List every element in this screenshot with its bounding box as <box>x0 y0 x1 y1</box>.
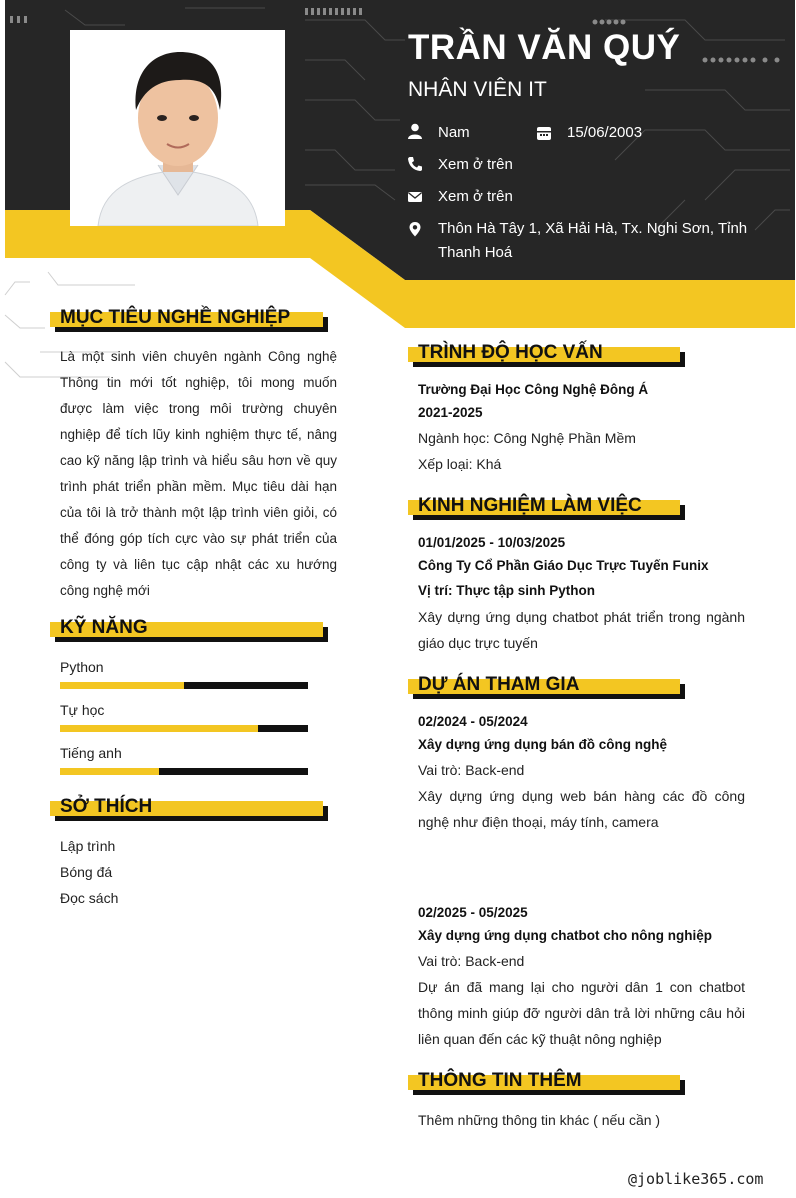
project-period: 02/2025 - 05/2025 <box>418 905 528 920</box>
additional-title: THÔNG TIN THÊM <box>418 1070 582 1091</box>
project-name: Xây dựng ứng dụng chatbot cho nông nghiệp <box>418 928 713 943</box>
project-role: Vai trò: Back-end <box>418 762 525 778</box>
hobby-item: Lập trình <box>60 838 116 854</box>
skill-level <box>60 725 258 732</box>
watermark: @joblike365.com <box>628 1170 764 1188</box>
gender-value: Nam <box>438 124 470 141</box>
education-period: 2021-2025 <box>418 405 483 420</box>
profile-photo <box>70 30 285 226</box>
skill-bar <box>60 725 308 732</box>
additional-text: Thêm những thông tin khác ( nếu cần ) <box>418 1112 661 1128</box>
skill-bar <box>60 768 308 775</box>
education-major: Ngành học: Công Nghệ Phần Mềm <box>418 430 636 446</box>
map-pin-icon <box>407 221 423 237</box>
experience-period: 01/01/2025 - 10/03/2025 <box>418 535 566 550</box>
skill-level <box>60 682 184 689</box>
project-description: Xây dựng ứng dụng web bán hàng các đồ công nghệ như điện thoại, máy tính, camera <box>418 788 745 830</box>
projects-title: DỰ ÁN THAM GIA <box>418 674 580 695</box>
skill-level <box>60 768 159 775</box>
experience-company: Công Ty Cổ Phần Giáo Dục Trực Tuyến Funix <box>418 558 709 573</box>
hobby-item: Bóng đá <box>60 864 113 880</box>
school-name: Trường Đại Học Công Nghệ Đông Á <box>418 382 649 397</box>
project-role: Vai trò: Back-end <box>418 953 525 969</box>
project-name: Xây dựng ứng dụng bán đồ công nghệ <box>418 737 668 752</box>
hobby-item: Đọc sách <box>60 890 119 906</box>
objective-title: MỤC TIÊU NGHỀ NGHIỆP <box>60 307 291 328</box>
phone-value: Xem ở trên <box>438 156 513 173</box>
education-grade: Xếp loại: Khá <box>418 456 502 472</box>
user-icon <box>407 123 423 139</box>
education-title: TRÌNH ĐỘ HỌC VẤN <box>418 342 603 363</box>
hobbies-title: SỞ THÍCH <box>60 796 153 817</box>
experience-title: KINH NGHIỆM LÀM VIỆC <box>418 495 642 516</box>
project-period: 02/2024 - 05/2024 <box>418 714 528 729</box>
address-value: Thôn Hà Tây 1, Xã Hải Hà, Tx. Nghi Sơn, Tỉnh Thanh Hoá <box>438 220 748 261</box>
skill-name: Tiếng anh <box>60 745 122 761</box>
skill-name: Python <box>60 659 104 675</box>
objective-text: Là một sinh viên chuyên ngành Công nghệ Thông tin mới tốt nghiệp, tôi mong muốn được làm việc trong môi trường chuyên nghiệp để tích lũy kinh nghiệm thực tế, nâng cao kỹ năng lập trình và hiểu sâu hơn về quy trình phát triển phần mềm. Mục tiêu dài hạn của tôi là trở thành một lập trình viên giỏi, có thể đóng góp tích cực vào sự phát triển của công ty và liên tục cập nhật các xu hướng công nghệ mới <box>60 349 337 598</box>
birthdate-value: 15/06/2003 <box>567 124 643 141</box>
calendar-icon <box>536 125 552 141</box>
candidate-name: TRẦN VĂN QUÝ <box>408 28 681 67</box>
project-description: Dự án đã mang lại cho người dân 1 con chatbot thông minh giúp đỡ người dân trả lời những câu hỏi liên quan đến các kỹ thuật nông nghiệp <box>418 979 745 1047</box>
envelope-icon <box>407 189 423 205</box>
experience-description: Xây dựng ứng dụng chatbot phát triển trong ngành giáo dục trực tuyến <box>418 609 745 651</box>
skill-name: Tự học <box>60 702 105 718</box>
skills-title: KỸ NĂNG <box>60 617 148 638</box>
email-value: Xem ở trên <box>438 188 513 205</box>
job-title: NHÂN VIÊN IT <box>408 78 547 101</box>
skill-bar <box>60 682 308 689</box>
phone-icon <box>407 156 423 172</box>
experience-position: Vị trí: Thực tập sinh Python <box>418 583 596 598</box>
